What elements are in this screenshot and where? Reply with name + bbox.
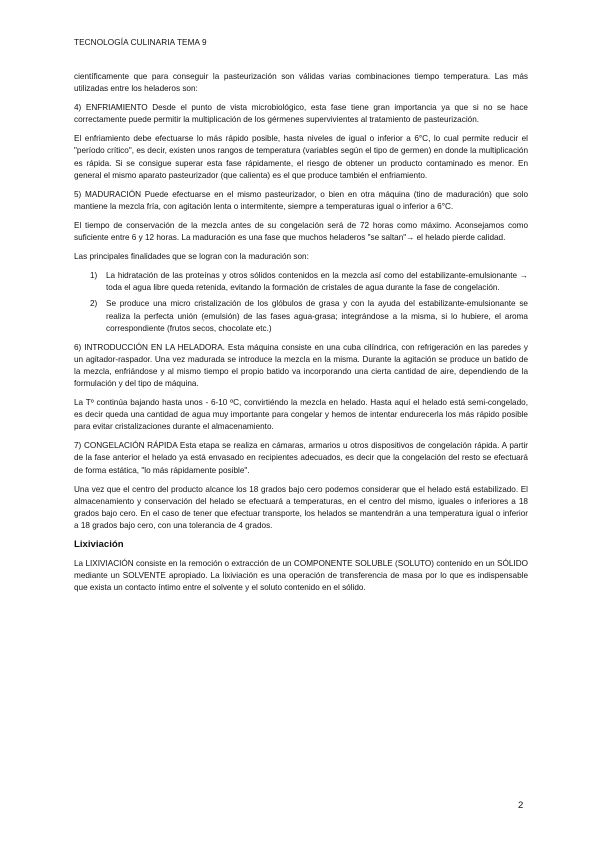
maduracion-list [74,270,528,334]
paragraph-enfriamiento: 4) ENFRIAMIENTO Desde el punto de vista microbiológico, esta fase tiene gran importancia ya que si no se hace correctamente puede permitir la multiplicación de los gérmenes supervivientes al tratamiento de pasteurización. [74,103,528,125]
paragraph: El enfriamiento debe efectuarse lo más rápido posible, hasta niveles de igual o inferior a 6°C, lo cual permite reducir el "período crítico", es decir, existen unos rangos de temperatura (variables según el tipo de germen) en donde la multiplicación es rápida. Si se consigue superar esta fase rápidamente, el riesgo de obtener un producto contaminado es menor. En general el mismo aparato pasteurizador (que calienta) es el que produce también el enfriamiento. [74,134,528,180]
paragraph: científicamente que para conseguir la pasteurización son válidas varias combinaciones tiempo temperatura. Las más utilizadas entre los heladeros son: [74,72,528,94]
paragraph: Una vez que el centro del producto alcance los 18 grados bajo cero podemos considerar que el helado está estabilizado. El almacenamiento y conservación del helado se efectuará a temperaturas, en el centro del mismo, iguales o inferiores a 18 grados bajo cero. En el caso de tener que efectuar transporte, los helados se mantendrán a una temperatura igual o inferior a 18 grados bajo cero, con una tolerancia de 4 grados. [74,484,528,530]
paragraph: El tiempo de conservación de la mezcla antes de su congelación será de 72 horas como máximo. Aconsejamos como suficiente entre 6 y 12 horas. La maduración es una fase que muchos heladeros "se saltan"→ el helado pierde calidad. [74,220,528,243]
page-number: 2 [518,800,524,811]
paragraph-heladora: 6) INTRODUCCIÓN EN LA HELADORA. Esta máquina consiste en una cuba cilíndrica, con refrigeración en las paredes y un agitador-raspador. Una vez madurada se introduce la mezcla en la misma. Durante la agitación se produce un batido de la mezcla, enfriándose y al mismo tiempo el propio batido va incorporando una cierta cantidad de aire, dependiendo de la formulación y del tipo de máquina. [74,342,528,388]
list-item [74,270,528,294]
paragraph-lixiviacion: La LIXIVIACIÓN consiste en la remoción o extracción de un COMPONENTE SOLUBLE (SOLUTO) contenido en un SÓLIDO mediante un SOLVENTE apropiado. La lixiviación es una operación de transferencia de masa por lo que es indispensable que exista un contacto íntimo entre el solvente y el soluto contenido en el sólido. [74,559,528,593]
list-item-text: La hidratación de las proteínas y otros sólidos contenidos en la mezcla así como del estabilizante-emulsionante → toda el agua libre queda retenida, evitando la formación de cristales de agua durante la fase de congelación. [106,271,528,293]
list-item-number: 2) [90,299,98,309]
paragraph-congelacion: 7) CONGELACIÓN RÁPIDA Esta etapa se realiza en cámaras, armarios u otros dispositivos de congelación rápida. A partir de la fase anterior el helado ya está envasado en recipientes adecuados, es decir que la congelación del resto se efectuará de forma estática, "lo más rápidamente posible". [74,441,528,475]
list-item-text: Se produce una micro cristalización de los glóbulos de grasa y con la ayuda del estabilizante-emulsionante se realiza la perfecta unión (emulsión) de las fases agua-grasa; integrándose a la misma, si lo hubiere, el aroma correspondiente (frutos secos, chocolate etc.) [106,299,528,333]
paragraph: La Tº continúa bajando hasta unos - 6-10 ºC, convirtiéndo la mezcla en helado. Hasta aquí el helado está semi-congelado, es decir queda una cantidad de agua muy importante para congelar y hemos de intentar endurecerla los más rápido posible para evitar cristalizaciones durante el almacenamiento. [74,398,528,432]
running-header: TECNOLOGÍA CULINARIA TEMA 9 [74,38,207,47]
paragraph: Las principales finalidades que se logran con la maduración son: [74,252,309,262]
list-item-number: 1) [90,271,98,281]
page-content [74,71,528,601]
section-heading: Lixiviación [74,539,124,550]
list-item [74,298,528,334]
paragraph-maduracion: 5) MADURACIÓN Puede efectuarse en el mismo pasteurizador, o bien en otra máquina (tino de maduración) que solo mantiene la mezcla fría, con agitación lenta o intermitente, siempre a temperaturas igual o inferior a 6°C. [74,189,528,211]
